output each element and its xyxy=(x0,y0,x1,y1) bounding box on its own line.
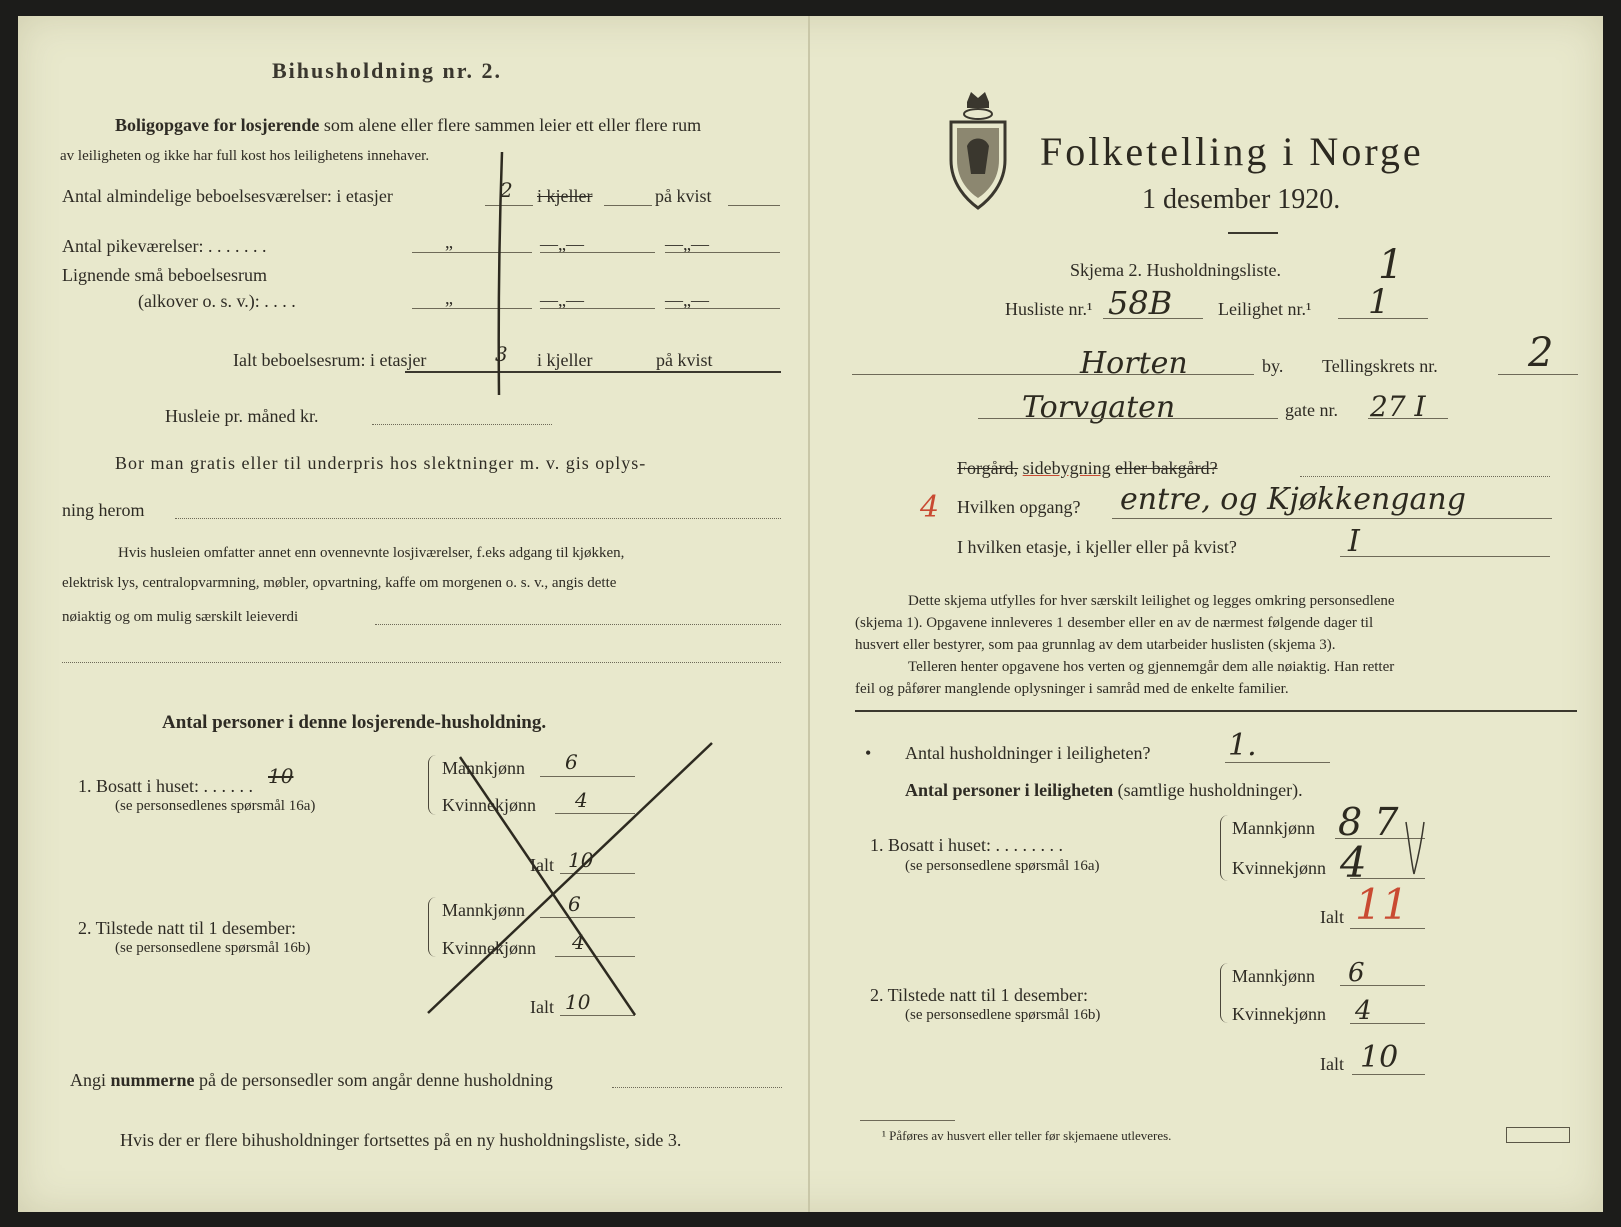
right-b-kvinne-value: 4 xyxy=(1340,838,1367,887)
right-t-kvinne-label: Kvinnekjønn xyxy=(1232,1004,1326,1024)
right-tilstede-brace xyxy=(1220,963,1231,1023)
rooms-kvist-line xyxy=(728,205,780,206)
pike-line-3 xyxy=(665,252,780,253)
rooms-kvist-label: på kvist xyxy=(655,186,712,206)
forgard-line xyxy=(957,458,1218,479)
right-tilstede-label: 2. Tilstede natt til 1 desember: xyxy=(870,985,1088,1005)
hvis-line xyxy=(375,624,781,625)
small-ditto-3: —„— xyxy=(665,290,709,310)
husliste-label: Husliste nr.¹ xyxy=(1005,299,1093,319)
gratis-line-1: Bor man gratis eller til underpris hos slektninger m. v. gis oplys- xyxy=(115,453,647,473)
left-b-mann-value: 6 xyxy=(565,750,578,774)
by-line xyxy=(852,374,1254,375)
page-fold xyxy=(808,16,810,1212)
angi-post: på de personsedler som angår denne husholdning xyxy=(199,1070,553,1090)
opgang-line xyxy=(1112,518,1552,519)
left-b-ialt-label: Ialt xyxy=(530,855,554,875)
pike-ditto-3: —„— xyxy=(665,234,709,254)
right-t-mann-line xyxy=(1340,985,1425,986)
right-bosatt-label: 1. Bosatt i huset: . . . . . . . . xyxy=(870,835,1063,855)
pike-line-1 xyxy=(412,252,532,253)
small-ditto-1: „ xyxy=(445,288,453,308)
small-rooms-label-2: (alkover o. s. v.): . . . . xyxy=(138,291,296,311)
info-line-3: husvert eller bestyrer, som paa grunnlag av dem utarbeider huslisten (skjema 3). xyxy=(855,637,1336,653)
husliste-line xyxy=(1103,318,1203,319)
etasje-label: I hvilken etasje, i kjeller eller på kvist? xyxy=(957,537,1237,557)
left-b-kvinne-label: Kvinnekjønn xyxy=(442,795,536,815)
rooms-kjeller-label: i kjeller xyxy=(537,186,593,206)
small-line-2 xyxy=(540,308,655,309)
forgard-strike: Forgård, xyxy=(957,458,1019,478)
angi-pre: Angi xyxy=(70,1070,106,1090)
left-tilstede-label: 2. Tilstede natt til 1 desember: xyxy=(78,918,296,938)
left-persons-heading: Antal personer i denne losjerende-husholdning. xyxy=(162,712,547,733)
gratis-line xyxy=(175,518,781,519)
hvis-line-3: nøiaktig og om mulig særskilt leieverdi xyxy=(62,609,299,625)
antal-hush-label: Antal husholdninger i leiligheten? xyxy=(905,743,1151,763)
right-b-kvinne-label: Kvinnekjønn xyxy=(1232,858,1326,878)
right-title: Folketelling i Norge xyxy=(1040,129,1424,174)
right-b-ialt-label: Ialt xyxy=(1320,907,1344,927)
right-tilstede-sub: (se personsedlene spørsmål 16b) xyxy=(905,1007,1101,1023)
small-rooms-label-1: Lignende små beboelsesrum xyxy=(62,265,267,285)
right-t-ialt-label: Ialt xyxy=(1320,1054,1344,1074)
info-rule xyxy=(855,710,1577,712)
sidebygning: sidebygning xyxy=(1022,458,1111,478)
intro-line-1 xyxy=(115,115,701,136)
eller-bakgard: eller bakgård? xyxy=(1115,458,1218,478)
pike-ditto-1: „ xyxy=(445,232,453,252)
intro-line-2: av leiligheten og ikke har full kost hos leilighetens innehaver. xyxy=(60,148,430,164)
left-b-mann-label: Mannkjønn xyxy=(442,758,525,778)
opgang-label: Hvilken opgang? xyxy=(957,497,1081,517)
right-b-mann-label: Mannkjønn xyxy=(1232,818,1315,838)
leilighet-label: Leilighet nr.¹ xyxy=(1218,299,1312,319)
footnote-rule xyxy=(860,1120,955,1121)
skjema-value: 1 xyxy=(1378,242,1404,288)
printer-stamp xyxy=(1506,1127,1570,1143)
angi-fill-line xyxy=(612,1087,782,1088)
left-t-kvinne-value: 4 xyxy=(572,930,585,954)
right-t-kvinne-line xyxy=(1350,1023,1425,1024)
skjema-label: Skjema 2. Husholdningsliste. xyxy=(1070,260,1281,280)
antal-hush-value: 1. xyxy=(1228,728,1257,763)
gratis-line-2: ning herom xyxy=(62,500,145,520)
small-line-1 xyxy=(412,308,532,309)
hvis-line-2: elektrisk lys, centralopvarmning, møbler, opvartning, kaffe om morgenen o. s. v., angis dette xyxy=(62,575,617,591)
forgard-fill-line xyxy=(1300,476,1550,477)
right-footnote: ¹ Påføres av husvert eller teller før skjemaene utleveres. xyxy=(882,1128,1172,1143)
right-b-kvinne-line xyxy=(1350,878,1425,879)
antal-pers-rest: (samtlige husholdninger). xyxy=(1117,780,1303,800)
left-t-ialt-label: Ialt xyxy=(530,997,554,1017)
intro-bold: Boligopgave for losjerende xyxy=(115,115,320,135)
rooms-etasjer-value: 2 xyxy=(500,178,513,202)
angi-bold: nummerne xyxy=(110,1070,195,1090)
ialt-rooms-line xyxy=(405,371,781,373)
right-date: 1 desember 1920. xyxy=(1142,184,1341,215)
info-line-5: feil og påfører manglende oplysninger i samråd med de enkelte familier. xyxy=(855,681,1289,697)
title-rule xyxy=(1228,232,1278,234)
right-t-kvinne-value: 4 xyxy=(1355,996,1372,1026)
krets-line xyxy=(1498,374,1578,375)
right-t-mann-value: 6 xyxy=(1348,958,1365,988)
gate-nr-value: 27 I xyxy=(1370,390,1426,423)
gate-value: Torvgaten xyxy=(1022,390,1176,425)
gate-label: gate nr. xyxy=(1285,400,1338,420)
right-t-ialt-line xyxy=(1352,1074,1425,1075)
left-t-mann-value: 6 xyxy=(568,892,581,916)
right-bosatt-brace xyxy=(1220,815,1231,881)
rooms-kjeller-line xyxy=(604,205,652,206)
rooms-label: Antal almindelige beboelsesværelser: i etasjer xyxy=(62,186,393,206)
info-line-2: (skjema 1). Opgavene innleveres 1 desember eller en av de nærmest følgende dager til xyxy=(855,615,1374,631)
antal-pers-bold: Antal personer i leiligheten xyxy=(905,780,1114,800)
left-t-ialt-value: 10 xyxy=(565,990,591,1014)
leilighet-line xyxy=(1338,318,1428,319)
antal-hush-line xyxy=(1225,762,1330,763)
leilighet-value: 1 xyxy=(1368,282,1390,322)
pike-line-2 xyxy=(540,252,655,253)
angi-line xyxy=(70,1070,553,1091)
gate-line xyxy=(978,418,1278,419)
right-bosatt-sub: (se personsedlene spørsmål 16a) xyxy=(905,858,1100,874)
right-t-mann-label: Mannkjønn xyxy=(1232,966,1315,986)
right-b-ialt-line xyxy=(1350,928,1425,929)
bullet-dot: • xyxy=(865,743,872,763)
left-title: Bihusholdning nr. 2. xyxy=(272,58,502,83)
krets-value: 2 xyxy=(1528,330,1554,376)
left-bosatt-label: 1. Bosatt i huset: . . . . . . xyxy=(78,776,253,796)
right-b-mann-value: 8 7 xyxy=(1338,800,1399,844)
left-t-mann-label: Mannkjønn xyxy=(442,900,525,920)
left-tilstede-sub: (se personsedlene spørsmål 16b) xyxy=(115,940,311,956)
rent-line xyxy=(372,424,552,425)
small-ditto-2: —„— xyxy=(540,290,584,310)
left-bosatt-sub: (se personsedlenes spørsmål 16a) xyxy=(115,798,316,814)
by-label: by. xyxy=(1262,356,1284,376)
small-line-3 xyxy=(665,308,780,309)
opgang-red-mark: 4 xyxy=(920,490,940,525)
info-line-4: Telleren henter opgavene hos verten og gjennemgår dem alle nøiaktig. Han retter xyxy=(908,659,1395,675)
left-b-kvinne-value: 4 xyxy=(575,788,588,812)
ialt-kvist-label: på kvist xyxy=(656,350,713,370)
rent-label: Husleie pr. måned kr. xyxy=(165,406,319,426)
handwritten-cross-mark xyxy=(420,735,720,1035)
left-bosatt-scribble: 10 xyxy=(268,764,294,788)
antal-pers-line xyxy=(905,780,1303,801)
info-line-1: Dette skjema utfylles for hver særskilt leilighet og legges omkring personsedlene xyxy=(908,593,1395,609)
right-t-ialt-value: 10 xyxy=(1360,1040,1399,1075)
intro-rest: som alene eller flere sammen leier ett eller flere rum xyxy=(323,115,702,135)
ialt-kjeller-label: i kjeller xyxy=(537,350,593,370)
gate-nr-line xyxy=(1368,418,1448,419)
etasje-line xyxy=(1340,556,1550,557)
handwritten-vertical-stroke xyxy=(490,150,510,400)
husliste-value: 58B xyxy=(1108,284,1173,322)
left-footer: Hvis der er flere bihusholdninger fortsettes på en ny husholdningsliste, side 3. xyxy=(120,1130,682,1150)
pike-label: Antal pikeværelser: . . . . . . . xyxy=(62,236,267,256)
by-value: Horten xyxy=(1080,346,1188,381)
pike-ditto-2: —„— xyxy=(540,234,584,254)
etasje-value: I xyxy=(1348,524,1360,559)
left-t-kvinne-label: Kvinnekjønn xyxy=(442,938,536,958)
krets-label: Tellingskrets nr. xyxy=(1322,356,1438,376)
right-b-ialt-value: 11 xyxy=(1355,880,1409,929)
hvis-extra-line xyxy=(62,662,781,663)
norwegian-coat-of-arms-icon xyxy=(945,88,1011,212)
left-b-ialt-value: 10 xyxy=(568,848,594,872)
ialt-rooms-label: Ialt beboelsesrum: i etasjer xyxy=(233,350,427,370)
ialt-etasjer-value: 3 xyxy=(495,342,508,366)
opgang-value: entre, og Kjøkkengang xyxy=(1120,482,1466,517)
handwritten-check-mark xyxy=(1400,818,1428,878)
hvis-line-1: Hvis husleien omfatter annet enn ovennevnte losjiværelser, f.eks adgang til kjøkken, xyxy=(118,545,625,561)
